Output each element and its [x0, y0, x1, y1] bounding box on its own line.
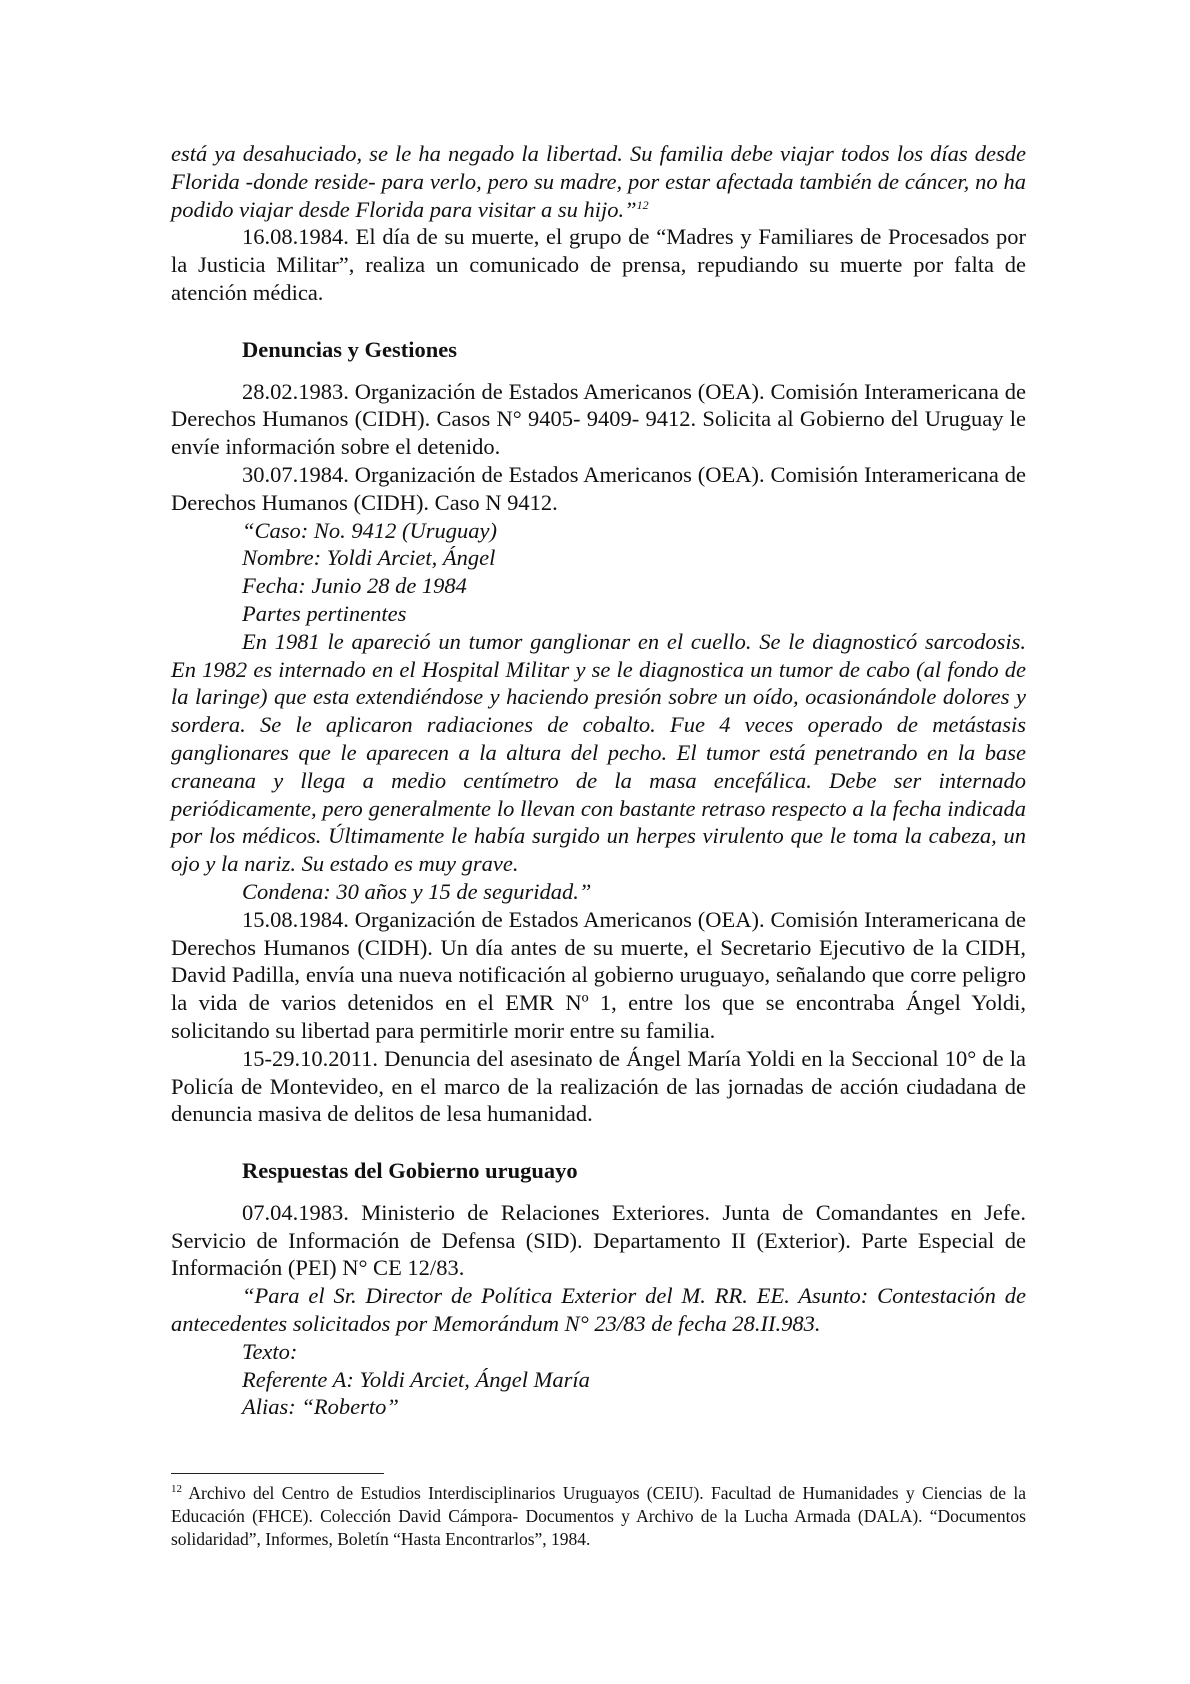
quote-referent-line: Referente A: Yoldi Arciet, Ángel María: [242, 1366, 590, 1392]
quote-case-line: “Caso: No. 9412 (Uruguay): [242, 517, 498, 543]
footnote: [171, 1482, 1026, 1551]
denuncia-2011-paragraph: 15-29.10.2011. Denuncia del asesinato de Ángel María Yoldi en la Seccional 10° de la Policía de Montevideo, en el marco de la realización de las jornadas de acción ciudadana de denuncia masiva de delitos de lesa humanidad.: [171, 1045, 1026, 1127]
quote-name-line: Nombre: Yoldi Arciet, Ángel: [242, 545, 496, 571]
footnote-reference[interactable]: 12: [636, 197, 649, 212]
quote-sentence-line: Condena: 30 años y 15 de seguridad.”: [242, 878, 592, 904]
footnote-number: 12: [171, 1483, 182, 1495]
footnote-text: Archivo del Centro de Estudios Interdisciplinarios Uruguayos (CEIU). Facultad de Humanidades y Ciencias de la Educación (FHCE). Colección David Cámpora- Documentos y Archivo de la Lucha Armada (DALA). “Documentos solidaridad”, Informes, Boletín “Hasta Encontrarlos”, 1984.: [171, 1483, 1026, 1549]
oea-1983-paragraph: 28.02.1983. Organización de Estados Americanos (OEA). Comisión Interamericana de Derechos Humanos (CIDH). Casos N° 9405- 9409- 9412. Solicita al Gobierno del Uruguay le envíe información sobre el detenido.: [171, 378, 1026, 460]
quote-continuation-paragraph: [171, 140, 1026, 223]
document-body: [171, 140, 1026, 1421]
ministry-paragraph: 07.04.1983. Ministerio de Relaciones Exteriores. Junta de Comandantes en Jefe. Servicio de Información de Defensa (SID). Departamento II (Exterior). Parte Especial de Información (PEI) N° CE 12/83.: [171, 1199, 1026, 1281]
quote-memo-paragraph: “Para el Sr. Director de Política Exterior del M. RR. EE. Asunto: Contestación de antecedentes solicitados por Memorándum N° 23/83 de fecha 28.II.983.: [171, 1283, 1026, 1337]
footnote-separator: [171, 1473, 384, 1474]
section-heading-respuestas: Respuestas del Gobierno uruguayo: [242, 1158, 578, 1184]
press-release-paragraph: 16.08.1984. El día de su muerte, el grupo de “Madres y Familiares de Procesados por la Justicia Militar”, realiza un comunicado de prensa, repudiando su muerte por falta de atención médica.: [171, 224, 1026, 305]
quote-parts-line: Partes pertinentes: [242, 600, 407, 626]
quote-medical-paragraph: En 1981 le apareció un tumor ganglionar en el cuello. Se le diagnosticó sarcodosis. En 1982 es internado en el Hospital Militar y se le diagnostica un tumor de cabo (al fondo de la laringe) que esta extendiéndose y haciendo presión sobre un oído, ocasionándole dolores y sordera. Se le aplicaron radiaciones de cobalto. Fue 4 veces operado de metástasis ganglionares que le aparecen a la altura del pecho. El tumor está penetrando en la base craneana y llega a medio centímetro de la masa encefálica. Debe ser internado periódicamente, pero generalmente lo llevan con bastante retraso respecto a la fecha indicada por los médicos. Últimamente le había surgido un herpes virulento que le toma la cabeza, un ojo y la nariz. Su estado es muy grave.: [171, 628, 1026, 877]
quote-text-label: Texto:: [242, 1338, 298, 1364]
quote-alias-line: Alias: “Roberto”: [242, 1394, 399, 1420]
quote-date-line: Fecha: Junio 28 de 1984: [242, 573, 467, 599]
oea-notification-paragraph: 15.08.1984. Organización de Estados Americanos (OEA). Comisión Interamericana de Derechos Humanos (CIDH). Un día antes de su muerte, el Secretario Ejecutivo de la CIDH, David Padilla, envía una nueva notificación al gobierno uruguayo, señalando que corre peligro la vida de varios detenidos en el EMR Nº 1, entre los que se encontraba Ángel Yoldi, solicitando su libertad para permitirle morir entre su familia.: [171, 906, 1026, 1043]
oea-1984-paragraph: 30.07.1984. Organización de Estados Americanos (OEA). Comisión Interamericana de Derechos Humanos (CIDH). Caso N 9412.: [171, 461, 1026, 515]
quote-continuation-text: está ya desahuciado, se le ha negado la libertad. Su familia debe viajar todos los días desde Florida -donde reside- para verlo, pero su madre, por estar afectada también de cáncer, no ha podido viajar desde Florida para visitar a su hijo.”: [171, 141, 1026, 222]
section-heading-denuncias: Denuncias y Gestiones: [242, 336, 458, 362]
